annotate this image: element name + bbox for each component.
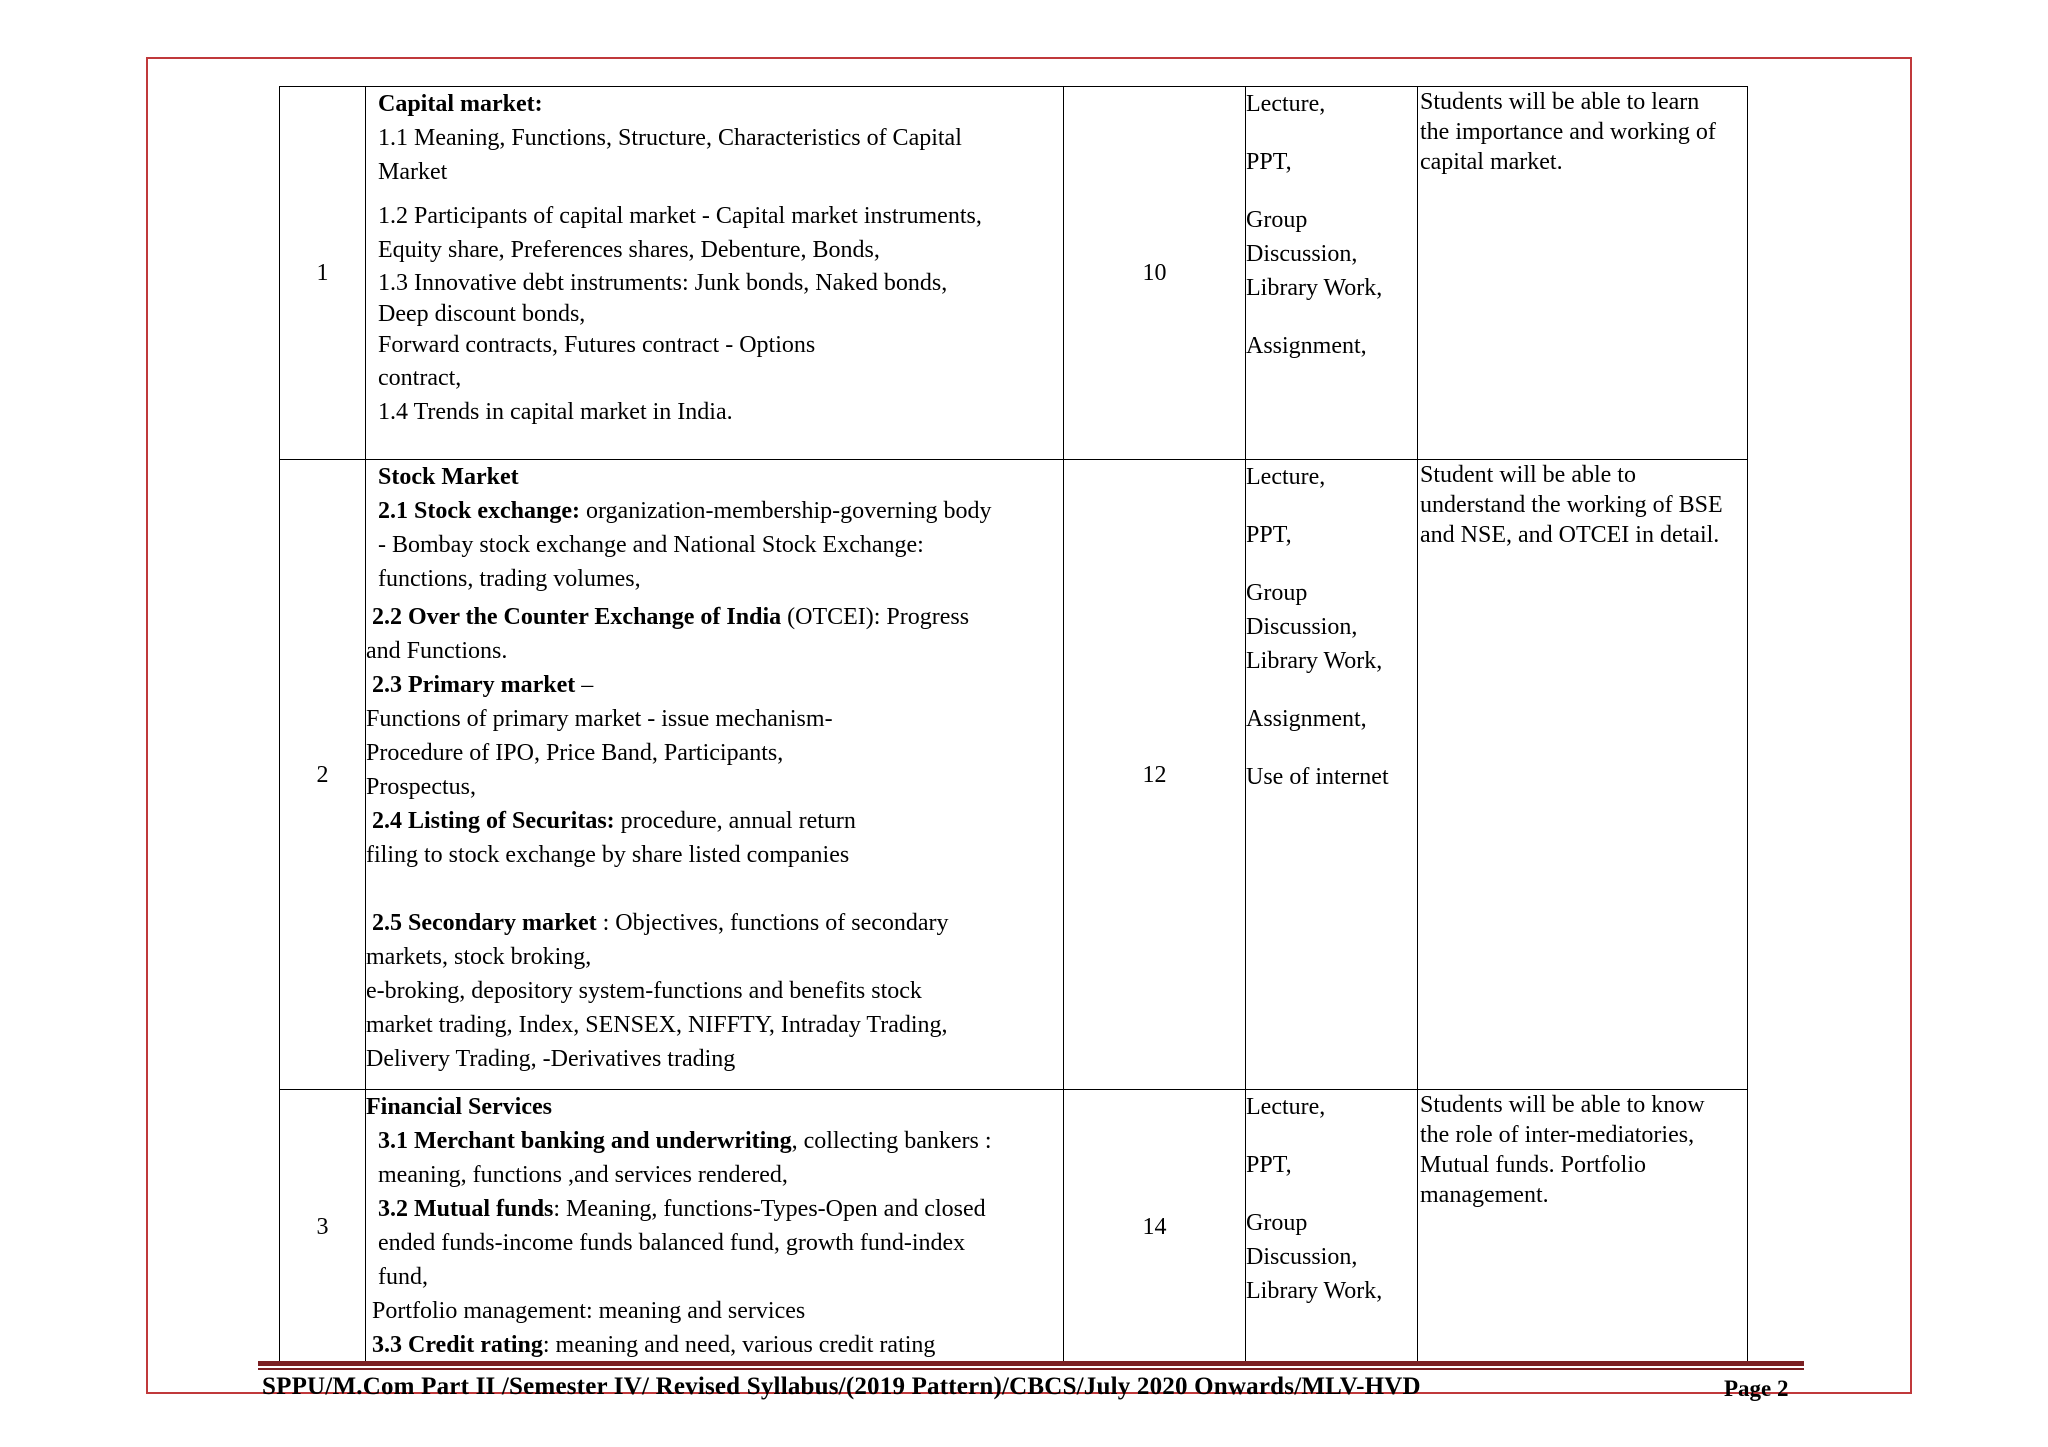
unit-content: Financial Services 3.1 Merchant banking and underwriting, collecting bankers : meaning, functions ,and services rendered, 3.2 Mutual funds: Meaning, functions-Types-Open and closed ended funds-income funds balanced fund, growth fund-index fund, Portfolio management: meaning and services 3.3 Credit rating: meaning and need, various credit rating bbox=[366, 1090, 1064, 1364]
footer-rule bbox=[258, 1361, 1804, 1366]
table-row bbox=[280, 87, 1748, 460]
learning-outcome: Student will be able to understand the working of BSE and NSE, and OTCEI in detail. bbox=[1418, 460, 1748, 1090]
unit-content: Capital market: 1.1 Meaning, Functions, Structure, Characteristics of Capital Market 1.2 Participants of capital market - Capital market instruments, Equity share, Preferences shares, Debenture, Bonds, 1.3 Innovative debt instruments: Junk bonds, Naked bonds, Deep discount bonds, Forward contracts, Futures contract - Options contract, 1.4 Trends in capital market in India. bbox=[366, 87, 1064, 460]
table-row bbox=[280, 1090, 1748, 1364]
syllabus-table bbox=[279, 86, 1748, 1364]
learning-outcome: Students will be able to learn the importance and working of capital market. bbox=[1418, 87, 1748, 460]
teaching-methods: Lecture, PPT, Group Discussion, Library Work, bbox=[1246, 1090, 1418, 1364]
hours: 14 bbox=[1064, 1090, 1246, 1364]
unit-number: 1 bbox=[280, 87, 366, 460]
footer-text: SPPU/M.Com Part II /Semester IV/ Revised Syllabus/(2019 Pattern)/CBCS/July 2020 Onwards/MLV-HVD bbox=[262, 1373, 1421, 1400]
hours: 12 bbox=[1064, 460, 1246, 1090]
hours: 10 bbox=[1064, 87, 1246, 460]
table-row bbox=[280, 460, 1748, 1090]
page-number: Page 2 bbox=[1724, 1376, 1789, 1401]
unit-number: 3 bbox=[280, 1090, 366, 1364]
footer-rule-thin bbox=[258, 1368, 1804, 1370]
teaching-methods: Lecture, PPT, Group Discussion, Library Work, Assignment, Use of internet bbox=[1246, 460, 1418, 1090]
teaching-methods: Lecture, PPT, Group Discussion, Library Work, Assignment, bbox=[1246, 87, 1418, 460]
learning-outcome: Students will be able to know the role of inter-mediatories, Mutual funds. Portfolio management. bbox=[1418, 1090, 1748, 1364]
unit-content: Stock Market 2.1 Stock exchange: organization-membership-governing body - Bombay stock exchange and National Stock Exchange: functions, trading volumes, 2.2 Over the Counter Exchange of India (OTCEI): Progress and Functions. 2.3 Primary market – Functions of primary market - issue mechanism- Procedure of IPO, Price Band, Participants, Prospectus, 2.4 Listing of Securitas: procedure, annual return filing to stock exchange by share listed companies 2.5 Secondary market : Objectives, functions of secondary markets, stock broking, e-broking, depository system-functions and benefits stock market trading, Index, SENSEX, NIFFTY, Intraday Trading, Delivery Trading, -Derivatives trading bbox=[366, 460, 1064, 1090]
unit-number: 2 bbox=[280, 460, 366, 1090]
